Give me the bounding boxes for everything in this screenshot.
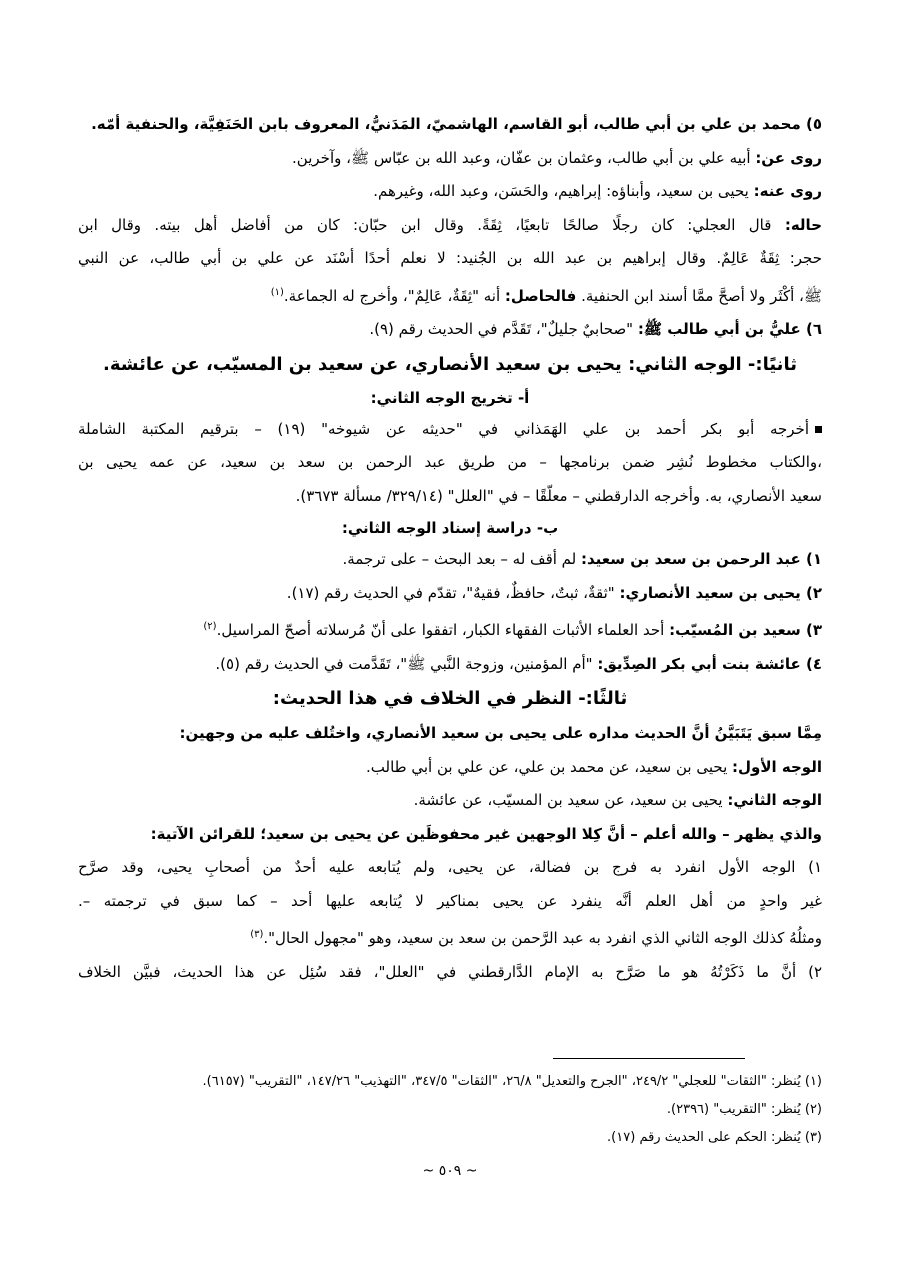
section-2-subheading-a: أ- تخريج الوجه الثاني:	[370, 388, 530, 407]
qarina-1-line-1: ١) الوجه الأول انفرد به فرج بن فضالة، عن يحيى، ولم يُتابعه عليه أحدٌ من أصحابِ يحيى، وقد صرَّح	[78, 858, 822, 876]
text: أخرجه أبو بكر أحمد بن علي الهَمَذاني في "حديثه عن شيوخه" (١٩) – بترقيم المكتبة الشاملة	[78, 419, 809, 438]
text: يحيى بن سعيد، وأبناؤه: إبراهيم، والحَسَن، وعبد الله، وغيرهم.	[373, 182, 754, 200]
text: أنه "ثِقَةٌ، عَالِمٌ"، وأخرج له الجماعة.	[283, 286, 505, 305]
text: لم أقف له – بعد البحث – على ترجمة.	[342, 550, 581, 568]
takhrij-line-3: سعيد الأنصاري، به. وأخرجه الدارقطني – معلّقًا – في "العلل" (٣٢٩/١٤/ مسألة ٣٦٧٣).	[295, 486, 822, 505]
narrator-5-teachers	[78, 142, 822, 176]
section-2-subheading-b: ب- دراسة إسناد الوجه الثاني:	[341, 519, 559, 537]
qarina-1-line-3	[78, 918, 822, 956]
section-3-heading: ثالثًا:- النظر في الخلاف في هذا الحديث:	[272, 688, 628, 709]
isnad-narrator-1	[78, 543, 822, 577]
text: ومثلُهُ كذلك الوجه الثاني الذي انفرد به عبد الرَّحمن بن سعد بن سعيد، وهو "مجهول الحال".	[263, 929, 822, 947]
label: ٦) عليُّ بن أبي طالب ﷺ:	[637, 320, 822, 338]
label: الوجه الأول:	[732, 757, 822, 776]
wajh-1	[78, 751, 822, 785]
narrator-5-status-line-2: حجر: ثِقَةٌ عَالِمٌ. وقال إبراهيم بن عبد الله بن الجُنيد: لا نعلم أحدًا أسْنَد عن علي بن أبي طالب، عن النبي	[78, 249, 822, 267]
label: ٢) يحيى بن سعيد الأنصاري:	[619, 583, 822, 602]
section-3-conclusion: والذي يظهر – والله أعلم – أنَّ كِلا الوجهين غير محفوظَين عن يحيى بن سعيد؛ للقرائن الآتية:	[150, 824, 822, 843]
narrator-5-title: ٥) محمد بن علي بن أبي طالب، أبو القاسم، الهاشميّ، المَدَنيُّ، المعروف بابن الحَنَفِيَّة، والحنفية أمّه.	[91, 115, 822, 133]
label: الوجه الثاني:	[727, 791, 822, 809]
wajh-2	[78, 784, 822, 818]
heading-part: ثانيًا:- الوجه الثاني	[635, 353, 797, 375]
text: قال العجلي: كان رجلًا صالحًا تابعيًا، ثِقَةً. وقال ابن حبّان: كان من أفاضل أهل بيته. وقال ابن	[78, 215, 785, 234]
label: روى عنه:	[753, 182, 822, 200]
qarina-1-line-2: غير واحدٍ من أهل العلم أنَّه ينفرد عن يحيى بمناكير لا يُتابعه عليها أحد – كما سبق في ترجمته –.	[78, 891, 822, 910]
footnote-1: (١) يُنظر: "الثقات" للعجلي" ٢٤٩/٢، "الجرح والتعديل" ٢٦/٨، "الثقات" ٣٤٧/٥، "التهذيب" ١٤٧/٢٦، "التقريب" (٦١٥٧).	[202, 1074, 822, 1089]
narrator-6	[78, 313, 822, 347]
text: أبيه علي بن أبي طالب، وعثمان بن عفّان، وعبد الله بن عبّاس ﷺ، وآخرين.	[292, 148, 756, 167]
isnad-narrator-3	[78, 610, 822, 648]
qarina-2-line-1: ٢) أنَّ ما ذَكَرْتُهُ هو ما صَرَّح به الإمام الدَّارقطني في "العلل"، فقد سُئِل عن هذا الحديث، فبيَّن الخلاف	[78, 962, 822, 981]
text: أحد العلماء الأثبات الفقهاء الكبار، اتفقوا على أنّ مُرسلاته أصحّ المراسيل.	[216, 621, 670, 639]
label: حاله:	[784, 215, 822, 234]
takhrij-line-2: ،والكتاب مخطوط نُشِر ضمن برنامجها – من طريق عبد الرحمن بن سعد بن سعيد، عن عمه يحيى بن	[78, 453, 822, 471]
footnote-2: (٢) يُنظر: "التقريب" (٢٣٩٦).	[666, 1102, 822, 1117]
footnote-ref: (٣)	[250, 929, 264, 940]
heading-part: : يحيى بن سعيد الأنصاري، عن سعيد بن المسيّب، عن عائشة.	[103, 353, 636, 375]
isnad-narrator-4	[78, 648, 822, 682]
footnote-ref: (٢)	[203, 621, 217, 632]
text: "صحابيٌ جليلٌ"، تَقَدَّم في الحديث رقم (٩).	[369, 320, 638, 338]
footnote-3: (٣) يُنظر: الحكم على الحديث رقم (١٧).	[607, 1130, 822, 1145]
section-2-heading	[78, 347, 822, 383]
label: فالحاصل:	[504, 286, 577, 305]
takhrij-line-1	[78, 413, 822, 447]
text: يحيى بن سعيد، عن محمد بن علي، عن علي بن أبي طالب.	[366, 757, 733, 776]
bullet-icon	[815, 426, 822, 433]
text: ﷺ، أكْثَر ولا أصحَّ ممَّا أسند ابن الحنفية.	[576, 286, 822, 305]
narrator-5-status-line-3	[78, 276, 822, 314]
text: يحيى بن سعيد، عن سعيد بن المسيّب، عن عائشة.	[413, 791, 728, 809]
footnote-separator	[553, 1058, 745, 1059]
label: ٤) عائشة بنت أبي بكر الصِدِّيق:	[597, 654, 822, 673]
narrator-5-status-line-1	[78, 209, 822, 243]
text: "أم المؤمنين، وزوجة النَّبي ﷺ"، تَقَدَّمت في الحديث رقم (٥).	[215, 654, 598, 673]
label: روى عن:	[755, 148, 822, 167]
section-3-intro: مِمَّا سبق يَتَبَيَّنُ أنَّ الحديث مداره على يحيى بن سعيد الأنصاري، واختُلف عليه من وجهين:	[179, 724, 822, 742]
footnote-ref: (١)	[270, 286, 284, 298]
label: ٣) سعيد بن المُسيّب:	[669, 621, 822, 639]
label: ١) عبد الرحمن بن سعد بن سعيد:	[581, 550, 822, 568]
text: "ثقةٌ، ثبتٌ، حافظٌ، فقيهٌ"، تقدّم في الحديث رقم (١٧).	[286, 583, 620, 602]
narrator-5-students	[78, 175, 822, 209]
isnad-narrator-2	[78, 577, 822, 611]
page-number: ~ ٥٠٩ ~	[422, 1163, 478, 1179]
